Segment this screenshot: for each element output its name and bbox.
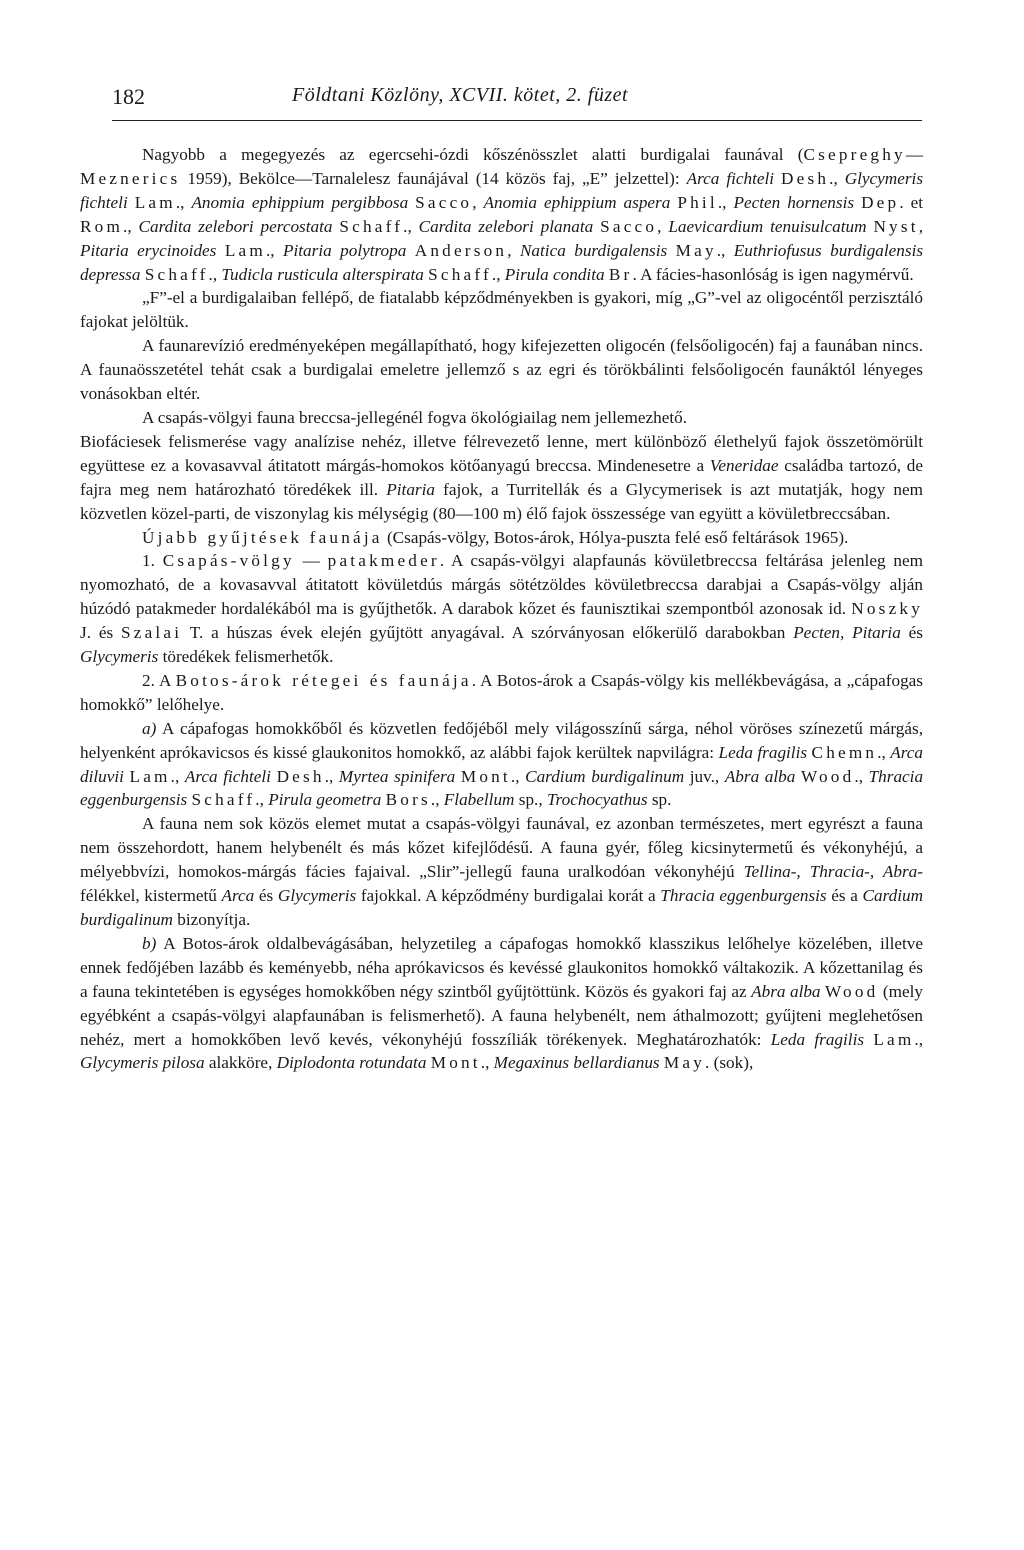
text-run: A Botos-árok oldalbevágásában, helyzetileg a cápafogas homokkő klasszikus lelőhelye közelében, illetve ennek fedőjében lazább és keményebb, néha aprókavicsos és kevéssé glaukonitos homokkő váltakozik. A kőzettanilag és a fauna tekintetében is egységes homokkőben négy szintből gyűjtöttünk. Közös és gyakori faj az: [80, 933, 923, 1001]
paragraph: [80, 717, 923, 813]
text-run: és a: [826, 886, 863, 906]
text-run: és: [900, 623, 923, 643]
text-run: -félékkel, kistermetű: [80, 862, 923, 906]
italic-text: Abra alba: [751, 981, 821, 1001]
italic-text: Euthriofusus burdigalensis depressa: [80, 240, 924, 284]
italic-text: Pecten hornensis: [733, 192, 855, 212]
italic-text: Pitaria: [386, 479, 435, 499]
text-run: alakköre,: [204, 1053, 277, 1073]
italic-text: Tellina-, Thracia-, Abra: [743, 862, 918, 882]
spaced-text: Wood: [825, 981, 879, 1001]
spaced-text: Noszky: [851, 599, 923, 619]
spaced-text: Schaff: [191, 790, 256, 810]
spaced-text: Botos-árok rétegei és faunája: [175, 670, 472, 690]
text-run: és: [254, 886, 278, 906]
text-run: . et: [899, 192, 924, 212]
paragraph: [80, 143, 923, 286]
text-run: —: [905, 145, 923, 164]
paragraph: [80, 549, 923, 669]
text-run: .,: [877, 742, 891, 762]
italic-text: Cardita zelebori percostata: [138, 216, 333, 236]
spaced-text: May: [675, 240, 717, 260]
text-run: ,: [657, 216, 669, 236]
text-run: [854, 193, 861, 212]
italic-text: Glycymeris: [80, 647, 159, 667]
italic-text: Abra alba: [724, 766, 796, 786]
text-run: [774, 169, 781, 188]
text-run: .,: [430, 790, 444, 810]
text-run: juv.,: [684, 766, 725, 786]
spaced-text: Újabb gyűjtések faunája: [142, 527, 383, 547]
spaced-text: Desh: [276, 766, 325, 786]
text-run: .,: [480, 1053, 494, 1073]
running-title: Földtani Közlöny, XCVII. kötet, 2. füzet: [292, 84, 629, 106]
italic-text: Leda fragilis: [718, 742, 808, 762]
italic-text: Arca fichteli: [184, 766, 271, 786]
text-run: . A fácies-hasonlóság is igen nagymérvű.: [632, 264, 914, 284]
spaced-text: Nyst: [873, 216, 919, 236]
italic-text: Leda fragilis: [770, 1029, 865, 1049]
text-run: A cápafogas homokkőből és közvetlen fedőjéből mely világosszínű sárga, néhol vöröses színezetű márgás, helyenként aprókavicsos és kissé glaukonitos homokkő, az alábbi fajok kerültek napvilágra:: [80, 718, 923, 762]
italic-text: Diplodonta rotundata: [276, 1053, 427, 1073]
text-run: .,: [324, 766, 339, 786]
text-run: (Csapás-völgy, Botos-árok, Hólya-puszta felé eső feltárások 1965).: [382, 527, 849, 547]
spaced-text: Lam: [134, 192, 176, 212]
text-run: .,: [170, 766, 185, 786]
text-run: 2. A: [142, 670, 176, 690]
paragraph: [80, 669, 923, 717]
italic-text: Arca diluvii: [80, 742, 924, 786]
italic-text: Natica burdigalensis: [519, 240, 668, 260]
italic-text: Megaxinus bellardianus: [493, 1053, 660, 1073]
spaced-text: Sacco: [600, 216, 658, 236]
text-run: . A csapás-völgyi alapfaunás kövületbreccsa feltárása jelenleg nem nyomozható, de a kovasavval átitatott kövületdús márgás sötétzöldes kövületbreccsa darabjai a Csapás-völgy alján húzódó patakmeder hordalékából ma is gyűjthetők. A darabok kőzet és faunisztikai szempontból azonosak id.: [80, 551, 924, 619]
italic-text: Cardium burdigalinum: [525, 766, 685, 786]
italic-text: Thracia eggenburgensis: [660, 886, 827, 906]
text-run: „F”-el a burdigalaiban fellépő, de fiatalabb képződményekben is gyakori, míg „G”-vel az oligocéntől perzisztáló fajokat jelöltük.: [80, 288, 923, 332]
spaced-text: Schaff: [339, 216, 404, 236]
italic-text: Thracia eggenburgensis: [80, 766, 924, 810]
italic-text: Anomia ephippium aspera: [483, 192, 671, 212]
spaced-text: Lam: [129, 766, 171, 786]
text-run: sp.,: [514, 790, 547, 810]
spaced-text: Wood: [800, 766, 855, 786]
text-run: A faunarevízió eredményeképen megállapítható, hogy kifejezetten oligocén (felsőoligocén) faj a faunában nincs. A faunaösszetétel tehát csak a burdigalai emeletre jellemző s az egri és törökbálinti felsőoligocén faunáktól lényeges vonásokban eltér.: [80, 336, 923, 404]
italic-text: Glycymeris pilosa: [80, 1053, 205, 1073]
text-run: .,: [914, 1029, 924, 1049]
spaced-text: Mont: [430, 1053, 481, 1073]
italic-text: Pecten, Pitaria: [793, 623, 901, 643]
italic-text: Glycymeris: [277, 886, 357, 906]
spaced-text: Schaff: [428, 264, 492, 284]
paragraph: [80, 406, 923, 430]
italic-text: Cardium burdigalinum: [80, 886, 923, 929]
italic-text: Veneridae: [709, 455, 779, 475]
text-run: 1.: [142, 551, 163, 571]
italic-text: b): [142, 933, 157, 953]
spaced-text: Lam: [873, 1029, 915, 1049]
text-run: ,: [918, 216, 924, 236]
italic-text: Pirula geometra: [268, 790, 382, 810]
text-run: ,: [472, 192, 484, 212]
text-run: bizonyítja.: [172, 910, 251, 929]
spaced-text: Sacco: [415, 192, 473, 212]
italic-text: Laevicardium tenuisulcatum: [668, 216, 867, 236]
paragraph: [80, 286, 923, 334]
text-run: .,: [265, 240, 283, 260]
spaced-text: Mont: [460, 766, 511, 786]
spaced-text: Schaff: [144, 264, 209, 284]
text-run: .,: [717, 192, 734, 212]
page-header: [112, 80, 922, 121]
text-run: sp.: [647, 790, 672, 810]
spaced-text: Anderson: [414, 240, 508, 260]
text-run: —: [294, 551, 328, 571]
italic-text: Trochocyathus: [546, 790, 648, 810]
text-run: .,: [123, 216, 139, 236]
text-run: .,: [829, 168, 845, 188]
text-run: T. a húszas évek elején gyűjtött anyagával. A szórványosan előkerülő darabokban: [182, 623, 794, 643]
italic-text: a): [142, 718, 157, 738]
spaced-text: Szalai: [121, 623, 183, 643]
article-body: [80, 143, 923, 1075]
text-run: Nagyobb a megegyezés az egercsehi-ózdi kőszénösszlet alatti burdigalai faunával (: [142, 145, 804, 164]
text-run: családba tartozó, de fajra meg nem határozható töredékek ill.: [80, 455, 923, 499]
text-run: .,: [403, 216, 419, 236]
italic-text: Pitaria erycinoides: [80, 240, 217, 260]
italic-text: Flabellum: [443, 790, 515, 810]
spaced-text: patakmeder: [327, 551, 440, 571]
italic-text: Anomia ephippium pergibbosa: [191, 192, 409, 212]
text-run: . (sok),: [705, 1053, 754, 1073]
spaced-text: Phil: [677, 192, 718, 212]
spaced-text: Dep: [861, 192, 900, 212]
text-run: .,: [716, 240, 734, 260]
spaced-text: Bors: [385, 790, 431, 810]
spaced-text: Csapás-völgy: [162, 551, 295, 571]
text-run: .,: [255, 790, 269, 810]
italic-text: Cardita zelebori planata: [418, 216, 594, 236]
italic-text: Myrtea spinifera: [338, 766, 456, 786]
italic-text: Pitaria polytropa: [282, 240, 407, 260]
text-run: fajok, a Turritellák és a Glycymerisek is azt mutatják, hogy nem közvetlen közel-parti, de viszonylag kis mélységig (80—100 m) élő fajok összessége van együtt a kövületbreccsában.: [80, 479, 923, 523]
text-run: (mely egyébként a csapás-völgyi alapfaunában is felismerhető). A fauna helybenélt, nem áthalmozott; gyűjteni meglehetősen nehéz, mert a homokkőben levő kevés, vékonyhéjú fosszíliák törékenyek. Meghatározhatók:: [80, 981, 923, 1049]
page-number: 182: [112, 84, 145, 109]
spaced-text: Csepreghy: [803, 145, 906, 164]
text-run: Biofáciesek felismerése vagy analízise nehéz, illetve félrevezető lenne, mert különböző élethelyű fajok összetömörült együttese ez a kovasavval átitatott márgás-homokos kötőanyagú breccsa. Mindenesetre a: [80, 431, 923, 475]
italic-text: Glycymeris fichteli: [80, 168, 924, 212]
paragraph: [80, 812, 923, 932]
text-run: [667, 241, 675, 260]
text-run: .,: [510, 766, 526, 786]
spaced-text: Br: [608, 264, 633, 284]
spaced-text: Meznerics: [80, 168, 181, 188]
text-run: [128, 193, 135, 212]
text-run: töredékek felismerhetők.: [158, 647, 334, 667]
paragraph: [80, 334, 923, 406]
text-run: .,: [175, 192, 192, 212]
text-run: A fauna nem sok közös elemet mutat a csapás-völgyi faunával, ez azonban természetes, mert egyrészt a fauna nem összehordott, hanem helybenélt és más kőzet kifejlődésű. A fauna gyér, főleg kicsinytermetű és vékonyhéjú, a mélyebbvízi, homokos-márgás fácies fajaival. „Slir”-jellegű fauna uralkodóan vékonyhéjú: [80, 814, 923, 882]
spaced-text: Rom: [80, 216, 124, 236]
text-run: fajokkal. A képződmény burdigalai korát a: [356, 886, 661, 906]
text-run: J. és: [80, 623, 122, 643]
spaced-text: Lam: [224, 240, 266, 260]
paragraph: [80, 430, 923, 526]
text-run: A csapás-völgyi fauna breccsa-jellegénél fogva ökológiailag nem jellemezhető.: [142, 407, 688, 427]
paragraph: [80, 526, 923, 550]
text-run: .,: [208, 264, 222, 284]
paragraph: [80, 932, 923, 1075]
spaced-text: Desh: [781, 168, 830, 188]
text-run: 1959), Bekölce—Tarnalelesz faunájával (14 közös faj, „E” jelzettel):: [180, 168, 687, 188]
text-run: .,: [854, 766, 869, 786]
italic-text: Pirula condita: [504, 264, 605, 284]
italic-text: Tudicla rusticula alterspirata: [221, 264, 424, 284]
text-run: ,: [507, 240, 520, 260]
text-run: . A Botos-árok a Csapás-völgy kis mellékbevágása, a „cápafogas homokkő” lelőhelye.: [80, 670, 923, 714]
text-run: [864, 1030, 873, 1049]
text-run: [216, 241, 224, 260]
spaced-text: May: [663, 1053, 706, 1073]
spaced-text: Chemn: [811, 742, 878, 762]
italic-text: Arca: [221, 886, 255, 906]
italic-text: Arca fichteli: [686, 168, 775, 188]
text-run: [406, 241, 414, 260]
text-run: .,: [491, 264, 505, 284]
